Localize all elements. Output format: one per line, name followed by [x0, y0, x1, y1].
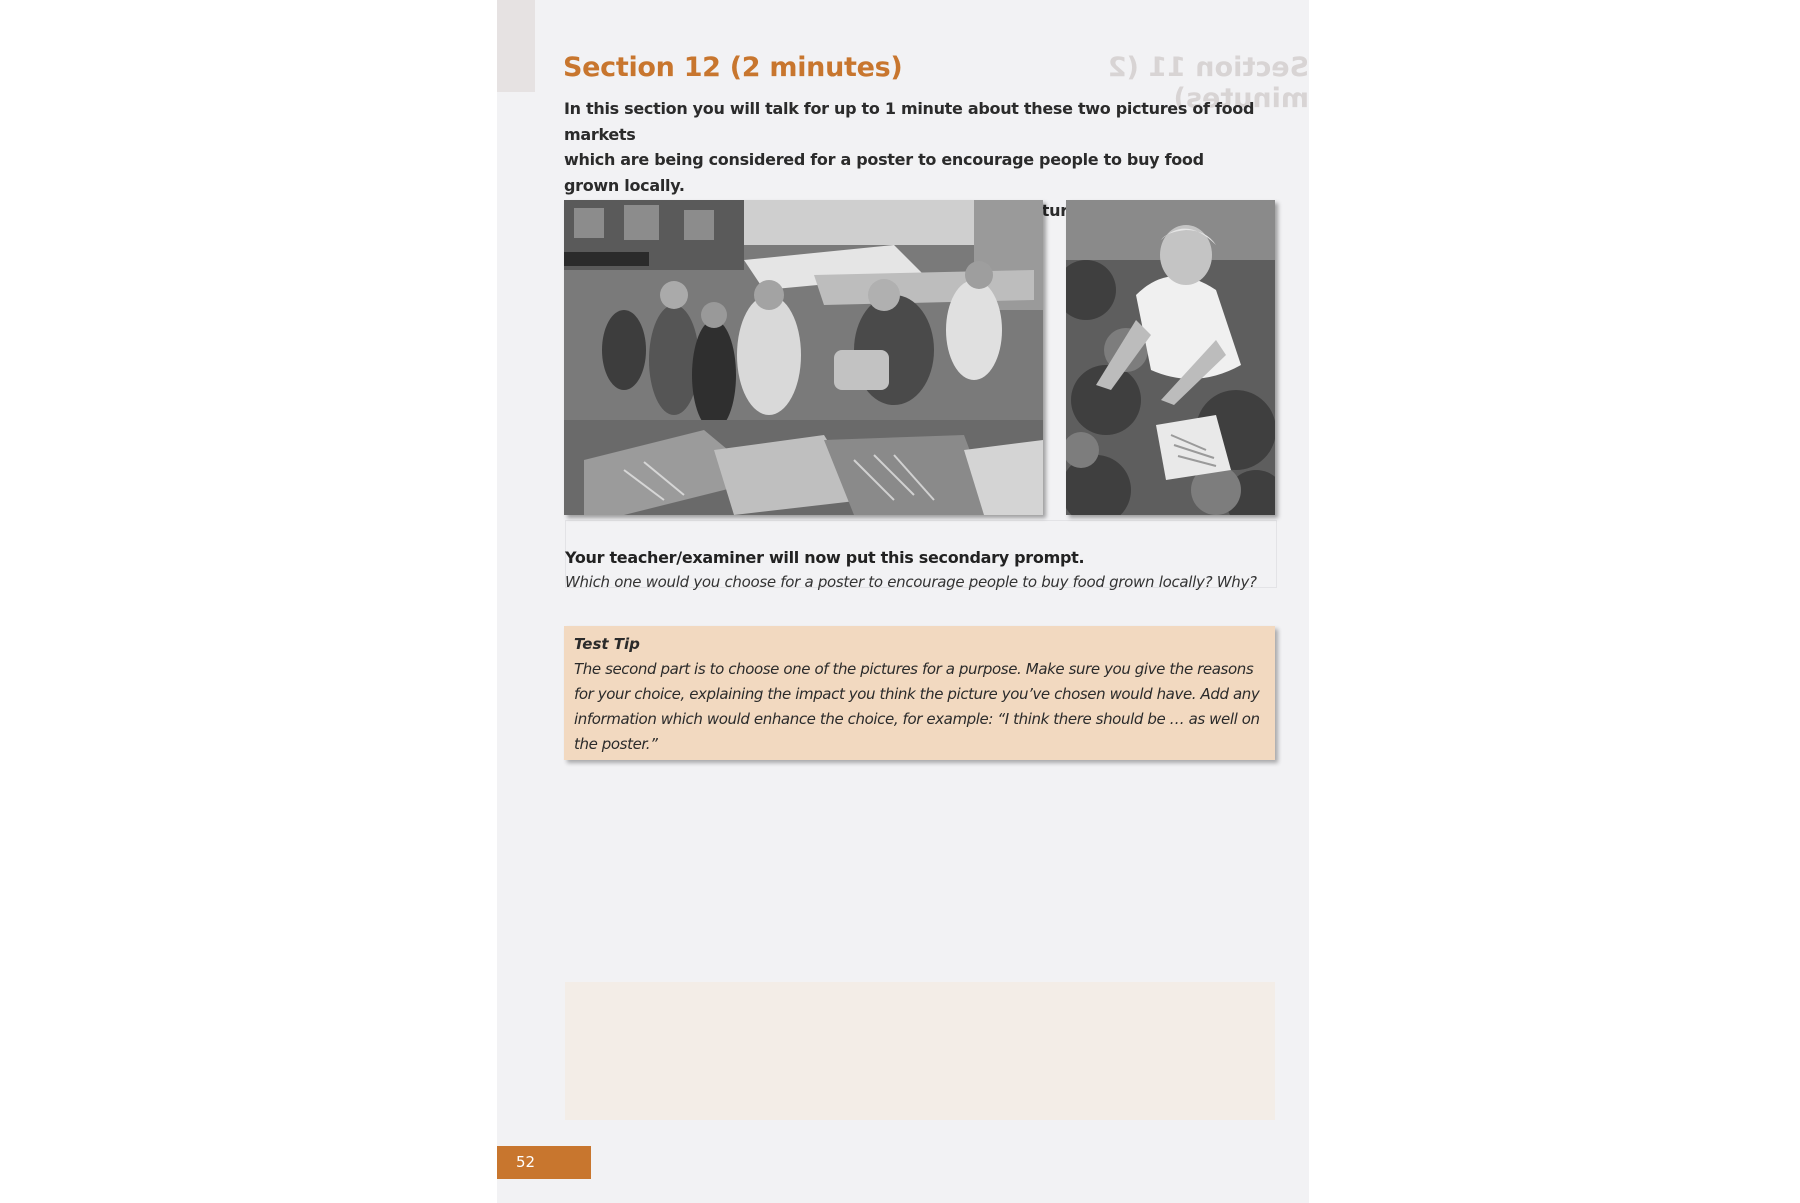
textbook-page [497, 0, 1309, 1203]
test-tip-line: information which would enhance the choice, for example: “I think there should be … as well on [574, 710, 1260, 728]
instruction-line: In this section you will talk for up to 1 minute about these two pictures of food markets [564, 99, 1255, 144]
test-tip-line: The second part is to choose one of the pictures for a purpose. Make sure you give the reasons [574, 660, 1254, 678]
page-number: 52 [497, 1146, 591, 1179]
market-stall-photo [564, 200, 1043, 515]
secondary-prompt-heading: Your teacher/examiner will now put this secondary prompt. [565, 548, 1085, 567]
secondary-prompt-question: Which one would you choose for a poster to encourage people to buy food grown locally? Why? [565, 573, 1257, 591]
instruction-line: pictures. [1016, 201, 1094, 220]
section-title: Section 12 (2 minutes) [563, 52, 903, 83]
show-through-title: Section 11 (2 minutes) [1107, 52, 1309, 114]
test-tip-box [564, 626, 1275, 760]
test-tip-line: for your choice, explaining the impact you think the picture you’ve chosen would have. Add any [574, 685, 1260, 703]
instruction-line: which are being considered for a poster to encourage people to buy food grown locally. [564, 150, 1204, 195]
corner-tab [497, 0, 535, 92]
test-tip-title: Test Tip [574, 635, 640, 653]
vegetable-garden-photo [1066, 200, 1275, 515]
test-tip-line: the poster.” [574, 735, 658, 753]
show-through-tip-box [565, 982, 1275, 1120]
